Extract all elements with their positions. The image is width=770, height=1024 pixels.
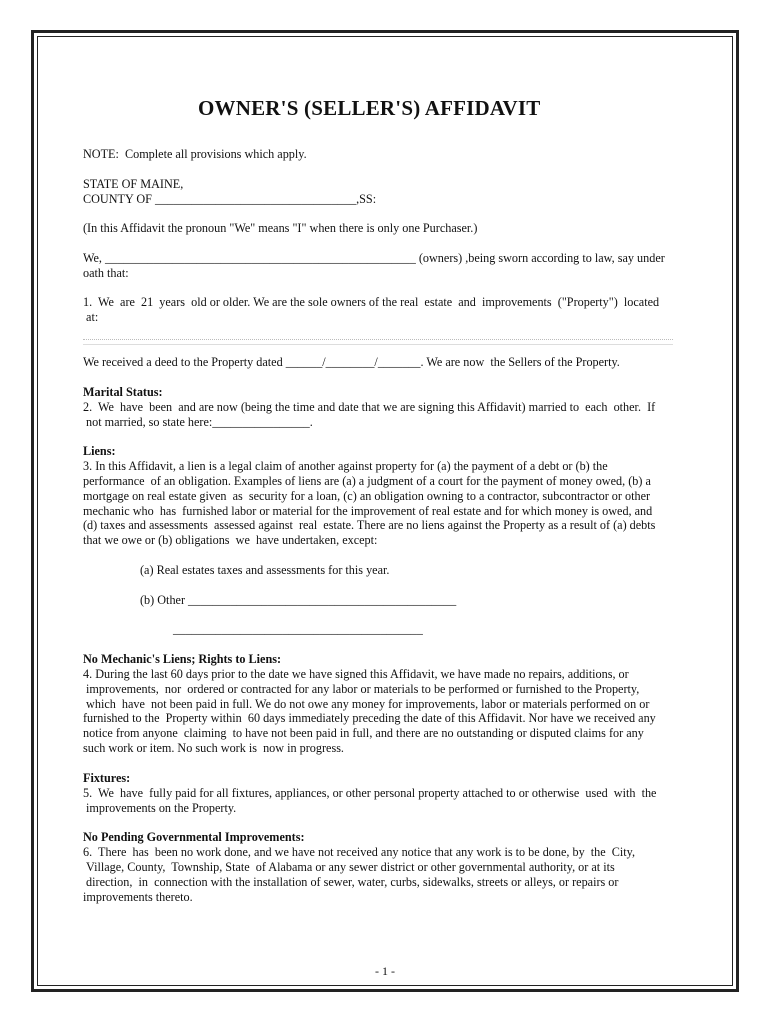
we-line-1: We, ___________________________________________________ (owners) ,being sworn according to law, say under	[83, 251, 665, 265]
mechanics-line-6: such work or item. No such work is now in progress.	[83, 741, 344, 755]
liens-line-2: performance of an obligation. Examples of liens are (a) a judgment of a court for the payment of money owed, (b) a	[83, 474, 651, 488]
liens-heading: Liens:	[83, 444, 116, 458]
mechanics-line-3: which have not been paid in full. We do not owe any money for improvements, labor or materials performed on or	[83, 697, 650, 711]
liens-sub-a: (a) Real estates taxes and assessments for this year.	[140, 563, 390, 577]
mechanics-line-4: furnished to the Property within 60 days immediately preceding the date of this Affidavit. Nor have we received any	[83, 711, 656, 725]
liens-line-3: mortgage on real estate given as security for a loan, (c) an obligation owning to a contractor, subcontractor or other	[83, 489, 651, 503]
marital-heading: Marital Status:	[83, 385, 163, 399]
marital-line-2: not married, so state here:________________.	[83, 415, 313, 429]
governmental-line-1: 6. There has been no work done, and we have not received any notice that any work is to be done, by the City,	[83, 845, 636, 859]
county-line: COUNTY OF _________________________________,SS:	[83, 192, 377, 206]
governmental-line-4: improvements thereto.	[83, 890, 193, 904]
fixtures-heading: Fixtures:	[83, 771, 131, 785]
item1-line-2: at:	[83, 310, 99, 324]
governmental-line-2: Village, County, Township, State of Alabama or any sewer district or other governmental authority, or at its	[83, 860, 615, 874]
liens-line-5: (d) taxes and assessments assessed against real estate. There are no liens against the Property as a result of (a) debts	[83, 518, 656, 532]
item1-line-1: 1. We are 21 years old or older. We are the sole owners of the real estate and improvements ("Property") located	[83, 295, 660, 309]
liens-line-1: 3. In this Affidavit, a lien is a legal claim of another against property for (a) the payment of a debt or (b) the	[83, 459, 608, 473]
deed-line: We received a deed to the Property dated ______/________/_______. We are now the Sellers of the Property.	[83, 355, 620, 369]
address-rule	[83, 344, 673, 345]
fixtures-line-2: improvements on the Property.	[83, 801, 237, 815]
governmental-heading: No Pending Governmental Improvements:	[83, 830, 305, 844]
liens-line-4: mechanic who has furnished labor or material for the improvement of real estate and for which money is owed, and	[83, 504, 653, 518]
we-line-2: oath that:	[83, 266, 129, 280]
liens-sub-b: (b) Other ____________________________________________	[140, 593, 457, 607]
mechanics-heading: No Mechanic's Liens; Rights to Liens:	[83, 652, 282, 666]
mechanics-line-5: notice from anyone claiming to have not been paid in full, and there are no outstanding or disputed claims for any	[83, 726, 644, 740]
liens-line-6: that we owe or (b) obligations we have undertaken, except:	[83, 533, 378, 547]
document-title: OWNER'S (SELLER'S) AFFIDAVIT	[198, 96, 541, 120]
liens-sub-b-continuation: _________________________________________	[173, 622, 423, 636]
mechanics-line-1: 4. During the last 60 days prior to the date we have signed this Affidavit, we have made no repairs, additions, or	[83, 667, 629, 681]
fixtures-line-1: 5. We have fully paid for all fixtures, appliances, or other personal property attached to or otherwise used with the	[83, 786, 657, 800]
governmental-line-3: direction, in connection with the installation of sewer, water, curbs, sidewalks, streets or alleys, or repairs or	[83, 875, 619, 889]
address-dotted-line	[83, 339, 673, 340]
state-line: STATE OF MAINE,	[83, 177, 184, 191]
pronoun-note: (In this Affidavit the pronoun "We" means "I" when there is only one Purchaser.)	[83, 221, 478, 235]
note-text: NOTE: Complete all provisions which apply.	[83, 147, 307, 161]
page-number: - 1 -	[375, 964, 395, 978]
mechanics-line-2: improvements, nor ordered or contracted for any labor or materials to be performed or furnished to the Property,	[83, 682, 640, 696]
marital-line-1: 2. We have been and are now (being the time and date that we are signing this Affidavit) married to each other. If	[83, 400, 656, 414]
